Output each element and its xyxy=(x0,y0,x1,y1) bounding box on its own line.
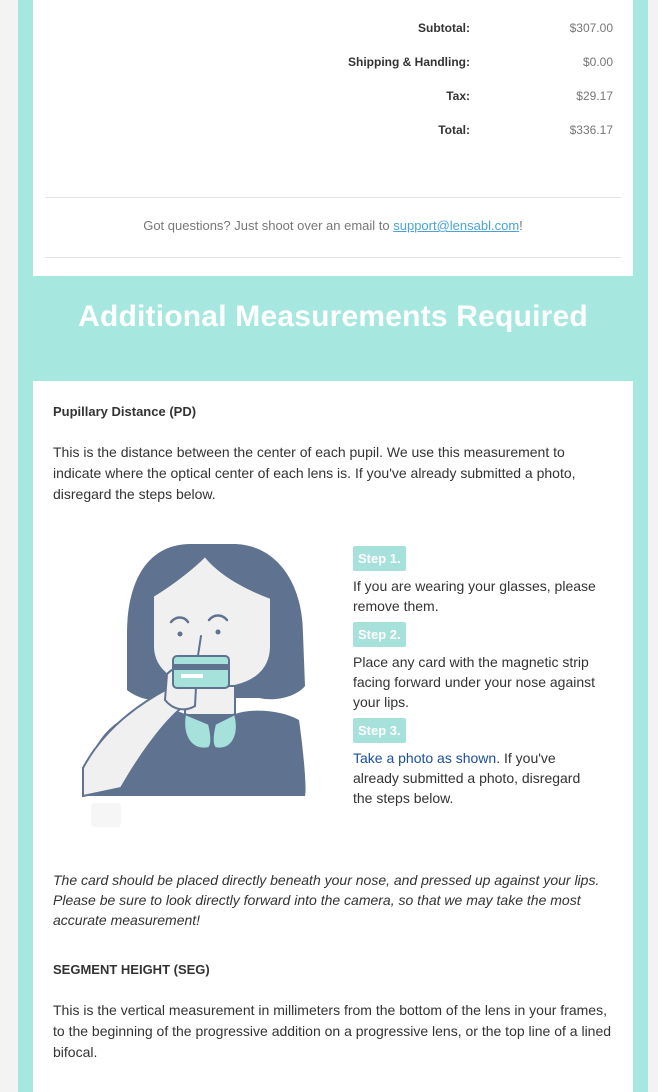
totals-value: $0.00 xyxy=(582,55,613,69)
step-text xyxy=(353,748,603,808)
totals-row-tax xyxy=(33,89,633,109)
pd-illustration xyxy=(81,538,313,834)
divider xyxy=(45,197,621,198)
order-summary-card xyxy=(33,0,633,276)
measurements-heading: Additional Measurements Required xyxy=(78,300,588,333)
step-3 xyxy=(353,718,603,808)
seg-title: SEGMENT HEIGHT (SEG) xyxy=(53,962,210,977)
step-badge: Step 1. xyxy=(353,546,406,571)
pd-note: The card should be placed directly beneath your nose, and pressed up against your lips. Please be sure to look directly forward into the camera, so that we may take the most accurate measurement! xyxy=(53,872,600,928)
step-text: Place any card with the magnetic strip facing forward under your nose against your lips. xyxy=(353,654,596,710)
divider xyxy=(45,257,621,258)
take-photo-link[interactable]: Take a photo as shown xyxy=(353,750,497,766)
totals-label: Shipping & Handling: xyxy=(348,55,470,69)
pd-steps xyxy=(353,546,603,814)
support-contact-line xyxy=(33,218,633,233)
support-email-link[interactable]: support@lensabl.com xyxy=(393,218,520,233)
step-text-rest: . If you've already submitted a photo, disregard the steps below. xyxy=(353,750,581,806)
support-text: Got questions? Just shoot over an email to xyxy=(143,218,394,233)
step-2 xyxy=(353,622,603,712)
support-text-end: ! xyxy=(519,218,523,233)
totals-row-shipping xyxy=(33,55,633,75)
totals-value: $336.17 xyxy=(569,123,613,137)
pd-title: Pupillary Distance (PD) xyxy=(53,404,197,419)
totals-row-subtotal xyxy=(33,21,633,41)
totals-value: $307.00 xyxy=(569,21,613,35)
step-badge: Step 3. xyxy=(353,718,406,743)
totals-value: $29.17 xyxy=(576,89,613,103)
woman-holding-card-illustration xyxy=(81,538,313,834)
totals-label: Tax: xyxy=(446,89,470,103)
measurements-card xyxy=(33,381,633,1092)
seg-description: This is the vertical measurement in millimeters from the bottom of the lens in your frames, to the beginning of the progressive addition on a progressive lens, or the top line of a lined bifocal. xyxy=(53,1002,612,1060)
pd-description: This is the distance between the center of each pupil. We use this measurement to indicate where the optical center of each lens is. If you've already submitted a photo, disregard the steps below. xyxy=(53,444,576,502)
step-text: If you are wearing your glasses, please remove them. xyxy=(353,578,596,614)
step-badge: Step 2. xyxy=(353,622,406,647)
step-1 xyxy=(353,546,603,616)
totals-label: Subtotal: xyxy=(418,21,470,35)
totals-row-total xyxy=(33,123,633,143)
totals-label: Total: xyxy=(438,123,470,137)
